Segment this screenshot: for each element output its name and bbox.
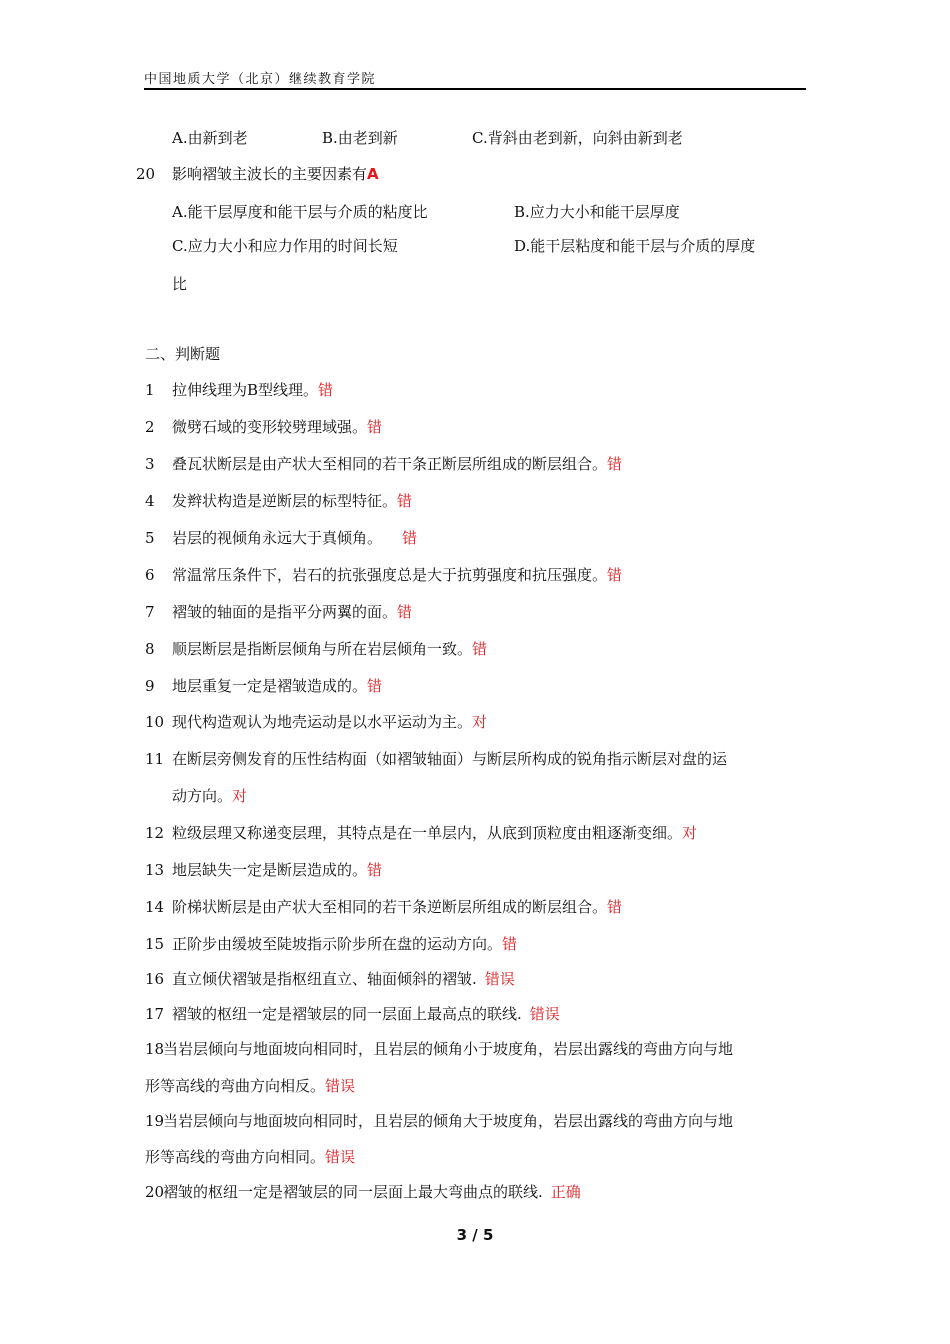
tf-item (172, 749, 727, 769)
tf-item-number: 5 (145, 529, 155, 547)
q20-option-c: C.应力大小和应力作用的时间长短 (172, 237, 398, 255)
tf-item (172, 823, 697, 843)
tf-item-text-continuation: 动方向。 (172, 787, 233, 805)
tf-item-number: 3 (145, 455, 155, 473)
tf-item-number: 18 (145, 1040, 165, 1058)
tf-item-number: 4 (145, 492, 155, 510)
tf-item-number: 16 (145, 970, 165, 988)
tf-item-answer: 错 (607, 898, 623, 916)
tf-item-text: 当岩层倾向与地面坡向相同时，且岩层的倾角小于坡度角，岩层出露线的弯曲方向与地 (163, 1040, 734, 1058)
tf-item (172, 897, 622, 917)
tf-item-number: 13 (145, 861, 165, 879)
q19-option-c: C.背斜由老到新，向斜由新到老 (472, 129, 683, 147)
section-title: 二、判断题 (145, 345, 221, 363)
tf-item-text: 褶皱的轴面的是指平分两翼的面。 (172, 603, 398, 621)
tf-item (172, 528, 417, 548)
tf-item (172, 602, 412, 622)
tf-item-text: 正阶步由缓坡至陡坡指示阶步所在盘的运动方向。 (172, 935, 503, 953)
tf-item-number: 17 (145, 1005, 165, 1023)
tf-item-answer: 错 (397, 492, 413, 510)
tf-item (172, 454, 622, 474)
header-title: 中国地质大学（北京）继续教育学院 (144, 72, 377, 87)
tf-item (163, 1039, 733, 1059)
tf-item (172, 565, 622, 585)
tf-item-text: 叠瓦状断层是由产状大至相同的若干条正断层所组成的断层组合。 (172, 455, 608, 473)
tf-item-answer: 对 (232, 787, 248, 805)
tf-item-number: 6 (145, 566, 155, 584)
q20-question (172, 164, 379, 184)
tf-item (172, 380, 333, 400)
tf-item-text: 地层重复一定是褶皱造成的。 (172, 677, 368, 695)
tf-item-number: 19 (145, 1112, 165, 1130)
tf-item-text: 顺层断层是指断层倾角与所在岩层倾角一致。 (172, 640, 473, 658)
q20-option-d-continuation: 比 (172, 275, 188, 293)
tf-item-text: 拉伸线理为B型线理。 (172, 381, 319, 399)
tf-item-continuation (172, 786, 247, 806)
tf-item-answer: 错误 (325, 1077, 356, 1095)
tf-item-answer: 错误 (484, 970, 515, 988)
tf-item-number: 12 (145, 824, 165, 842)
tf-item-text: 粒级层理又称递变层理，其特点是在一单层内，从底到顶粒度由粗逐渐变细。 (172, 824, 683, 842)
tf-item-number: 8 (145, 640, 155, 658)
q20-option-b: B.应力大小和能干层厚度 (514, 203, 680, 221)
tf-item-text: 常温常压条件下，岩石的抗张强度总是大于抗剪强度和抗压强度。 (172, 566, 608, 584)
tf-item-text: 阶梯状断层是由产状大至相同的若干条逆断层所组成的断层组合。 (172, 898, 608, 916)
tf-item-answer: 错 (402, 529, 418, 547)
tf-item-answer: 错误 (529, 1005, 560, 1023)
tf-item-text: 在断层旁侧发育的压性结构面（如褶皱轴面）与断层所构成的锐角指示断层对盘的运 (172, 750, 728, 768)
tf-item-answer: 错 (472, 640, 488, 658)
tf-item (172, 712, 487, 732)
tf-item-text: 岩层的视倾角永远大于真倾角。 (172, 529, 383, 547)
q19-option-b: B.由老到新 (322, 129, 398, 147)
tf-item (172, 1004, 560, 1024)
tf-item-number: 9 (145, 677, 155, 695)
tf-item (172, 417, 382, 437)
tf-item-number: 1 (145, 381, 155, 399)
tf-item-text: 现代构造观认为地壳运动是以水平运动为主。 (172, 713, 473, 731)
tf-item-number: 2 (145, 418, 155, 436)
tf-item-answer: 错 (397, 603, 413, 621)
tf-item-number: 7 (145, 603, 155, 621)
q20-option-d: D.能干层粘度和能干层与介质的厚度 (514, 237, 756, 255)
tf-item-number: 15 (145, 935, 165, 953)
tf-item-text: 发辫状构造是逆断层的标型特征。 (172, 492, 398, 510)
tf-item-text: 地层缺失一定是断层造成的。 (172, 861, 368, 879)
tf-item (172, 639, 487, 659)
tf-item-answer: 错 (502, 935, 518, 953)
tf-item-answer: 错 (367, 861, 383, 879)
q20-option-a: A.能干层厚度和能干层与介质的粘度比 (172, 203, 428, 221)
tf-item-number: 20 (145, 1183, 165, 1201)
tf-item-answer: 错 (607, 566, 623, 584)
tf-item (172, 860, 382, 880)
tf-item-text-continuation: 形等高线的弯曲方向相反。 (145, 1077, 326, 1095)
tf-item-continuation (145, 1076, 355, 1096)
tf-item-text: 微劈石域的变形较劈理域强。 (172, 418, 368, 436)
tf-item (172, 969, 515, 989)
tf-item (163, 1182, 581, 1202)
tf-item (172, 676, 382, 696)
q20-answer: A (367, 165, 379, 183)
page-number: 3 / 5 (456, 1226, 494, 1244)
tf-item (172, 934, 517, 954)
tf-item-answer: 正确 (550, 1183, 581, 1201)
tf-item-text: 当岩层倾向与地面坡向相同时，且岩层的倾角大于坡度角，岩层出露线的弯曲方向与地 (163, 1112, 734, 1130)
tf-item-number: 10 (145, 713, 165, 731)
tf-item-answer: 错误 (325, 1148, 356, 1166)
tf-item (172, 491, 412, 511)
tf-item-answer: 错 (607, 455, 623, 473)
q20-stem: 影响褶皱主波长的主要因素有 (172, 165, 368, 183)
q19-option-a: A.由新到老 (172, 129, 248, 147)
tf-item-answer: 错 (318, 381, 334, 399)
tf-item-text: 直立倾伏褶皱是指枢纽直立、轴面倾斜的褶皱. (172, 970, 477, 988)
tf-item-number: 14 (145, 898, 165, 916)
tf-item-answer: 错 (367, 418, 383, 436)
tf-item-continuation (145, 1147, 355, 1167)
tf-item-answer: 对 (682, 824, 698, 842)
q20-number: 20 (136, 165, 156, 183)
tf-item-text: 褶皱的枢纽一定是褶皱层的同一层面上最高点的联线. (172, 1005, 522, 1023)
tf-item-text: 褶皱的枢纽一定是褶皱层的同一层面上最大弯曲点的联线. (163, 1183, 543, 1201)
tf-item-text-continuation: 形等高线的弯曲方向相同。 (145, 1148, 326, 1166)
page-header (144, 66, 806, 90)
tf-item-answer: 对 (472, 713, 488, 731)
tf-item (163, 1111, 733, 1131)
tf-item-number: 11 (145, 750, 165, 768)
tf-item-answer: 错 (367, 677, 383, 695)
